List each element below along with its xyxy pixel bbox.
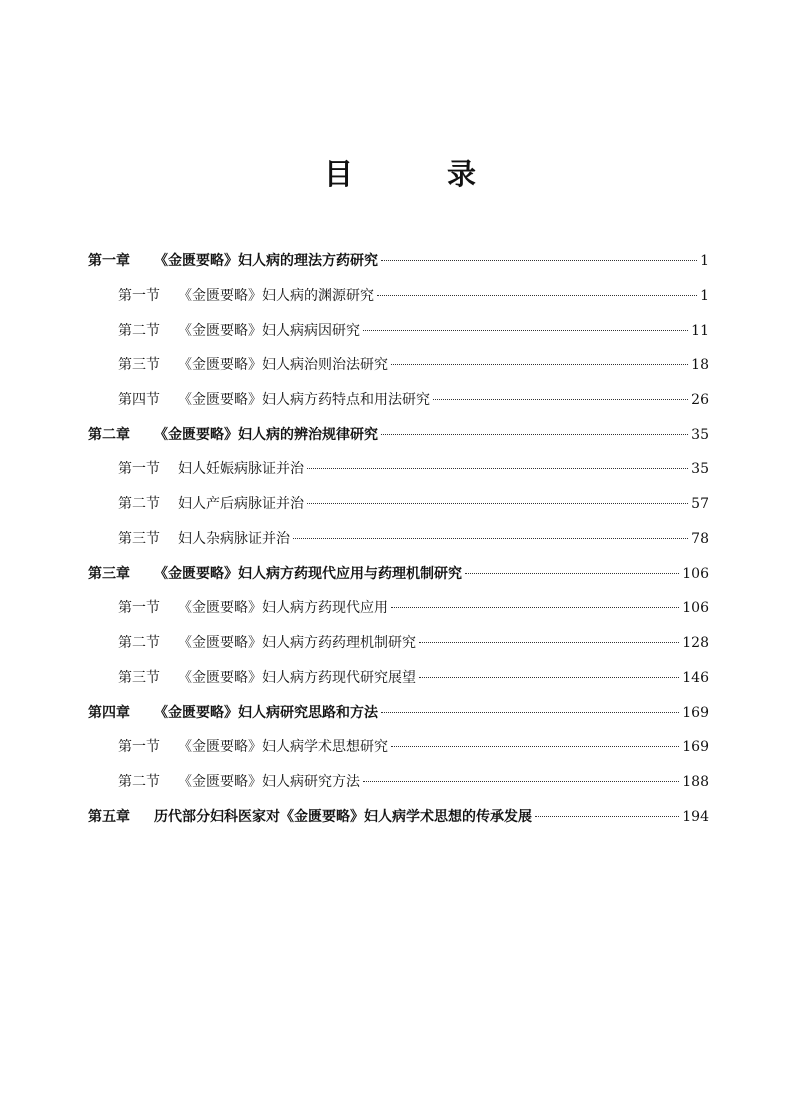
dot-leader xyxy=(377,295,697,296)
toc-section-1-3[interactable] xyxy=(118,348,709,382)
dot-leader xyxy=(381,434,688,435)
dot-leader xyxy=(433,399,688,400)
dot-leader xyxy=(293,538,688,539)
dot-leader xyxy=(465,573,679,574)
toc-section-1-2[interactable] xyxy=(118,314,709,348)
toc-entry-title: 《金匮要略》妇人病治则治法研究 xyxy=(178,357,388,373)
toc-entry-title: 《金匮要略》妇人病方药特点和用法研究 xyxy=(178,392,430,408)
toc-entry-title: 《金匮要略》妇人病的理法方药研究 xyxy=(154,253,378,269)
toc-entry-number: 第三节 xyxy=(118,357,160,373)
toc-entry-page: 78 xyxy=(691,531,709,547)
toc-entry-page: 146 xyxy=(682,670,709,686)
page-title: 目 录 xyxy=(323,157,519,191)
dot-leader xyxy=(307,468,688,469)
toc-entry-title: 妇人妊娠病脉证并治 xyxy=(178,461,304,477)
toc-section-2-2[interactable] xyxy=(118,487,709,521)
toc-entry-number: 第三节 xyxy=(118,531,160,547)
toc-entry-number: 第二节 xyxy=(118,635,160,651)
dot-leader xyxy=(419,642,679,643)
toc-entry-number: 第一章 xyxy=(88,253,130,269)
toc-entry-title: 《金匮要略》妇人病方药现代应用与药理机制研究 xyxy=(154,566,462,582)
toc-entry-title: 《金匮要略》妇人病学术思想研究 xyxy=(178,739,388,755)
toc-section-1-1[interactable] xyxy=(118,279,709,313)
dot-leader xyxy=(535,816,679,817)
toc-entry-page: 35 xyxy=(691,427,709,443)
toc-chapter-4[interactable] xyxy=(88,696,709,730)
toc-section-2-3[interactable] xyxy=(118,522,709,556)
dot-leader xyxy=(363,330,688,331)
toc-entry-page: 106 xyxy=(682,600,709,616)
toc-entry-number: 第二章 xyxy=(88,427,130,443)
toc-section-3-3[interactable] xyxy=(118,661,709,695)
toc-entry-page: 128 xyxy=(682,635,709,651)
toc-entry-number: 第一节 xyxy=(118,461,160,477)
toc-entry-page: 57 xyxy=(691,496,709,512)
toc-entry-page: 188 xyxy=(682,774,709,790)
toc-entry-page: 106 xyxy=(682,566,709,582)
toc-entry-title: 历代部分妇科医家对《金匮要略》妇人病学术思想的传承发展 xyxy=(154,809,532,825)
toc-section-1-4[interactable] xyxy=(118,383,709,417)
dot-leader xyxy=(391,607,679,608)
toc-entry-page: 1 xyxy=(700,253,709,269)
toc-entry-page: 18 xyxy=(691,357,709,373)
toc-entry-title: 《金匮要略》妇人病研究思路和方法 xyxy=(154,705,378,721)
toc-section-3-1[interactable] xyxy=(118,591,709,625)
toc-section-2-1[interactable] xyxy=(118,452,709,486)
toc-section-3-2[interactable] xyxy=(118,626,709,660)
toc-entry-title: 《金匮要略》妇人病方药现代研究展望 xyxy=(178,670,416,686)
toc-entry-number: 第二节 xyxy=(118,774,160,790)
toc-entry-title: 《金匮要略》妇人病的渊源研究 xyxy=(178,288,374,304)
toc-entry-title: 《金匮要略》妇人病方药现代应用 xyxy=(178,600,388,616)
toc-entry-number: 第一节 xyxy=(118,600,160,616)
toc-entry-number: 第三节 xyxy=(118,670,160,686)
toc-entry-page: 169 xyxy=(682,739,709,755)
toc-entry-title: 《金匮要略》妇人病的辨治规律研究 xyxy=(154,427,378,443)
dot-leader xyxy=(391,364,688,365)
toc-entry-number: 第二节 xyxy=(118,496,160,512)
toc-entry-title: 妇人产后病脉证并治 xyxy=(178,496,304,512)
toc-entry-title: 《金匮要略》妇人病方药药理机制研究 xyxy=(178,635,416,651)
toc-entry-page: 1 xyxy=(700,288,709,304)
toc-chapter-5[interactable] xyxy=(88,800,709,834)
toc-entry-title: 《金匮要略》妇人病病因研究 xyxy=(178,323,360,339)
toc-entry-page: 26 xyxy=(691,392,709,408)
dot-leader xyxy=(381,712,679,713)
toc-entry-number: 第三章 xyxy=(88,566,130,582)
dot-leader xyxy=(419,677,679,678)
dot-leader xyxy=(307,503,688,504)
toc-chapter-1[interactable] xyxy=(88,244,709,278)
toc-section-4-2[interactable] xyxy=(118,765,709,799)
toc-entry-number: 第一节 xyxy=(118,288,160,304)
dot-leader xyxy=(381,260,697,261)
dot-leader xyxy=(363,781,679,782)
toc-entry-number: 第二节 xyxy=(118,323,160,339)
toc-entry-number: 第四章 xyxy=(88,705,130,721)
toc-entry-number: 第四节 xyxy=(118,392,160,408)
toc-chapter-2[interactable] xyxy=(88,418,709,452)
dot-leader xyxy=(391,746,679,747)
toc-entry-title: 《金匮要略》妇人病研究方法 xyxy=(178,774,360,790)
toc-entry-number: 第五章 xyxy=(88,809,130,825)
toc-entry-page: 169 xyxy=(682,705,709,721)
toc-entry-title: 妇人杂病脉证并治 xyxy=(178,531,290,547)
toc-section-4-1[interactable] xyxy=(118,730,709,764)
toc-chapter-3[interactable] xyxy=(88,557,709,591)
toc-entry-page: 35 xyxy=(691,461,709,477)
toc-entry-number: 第一节 xyxy=(118,739,160,755)
toc-entry-page: 11 xyxy=(691,323,709,339)
toc-entry-page: 194 xyxy=(682,809,709,825)
